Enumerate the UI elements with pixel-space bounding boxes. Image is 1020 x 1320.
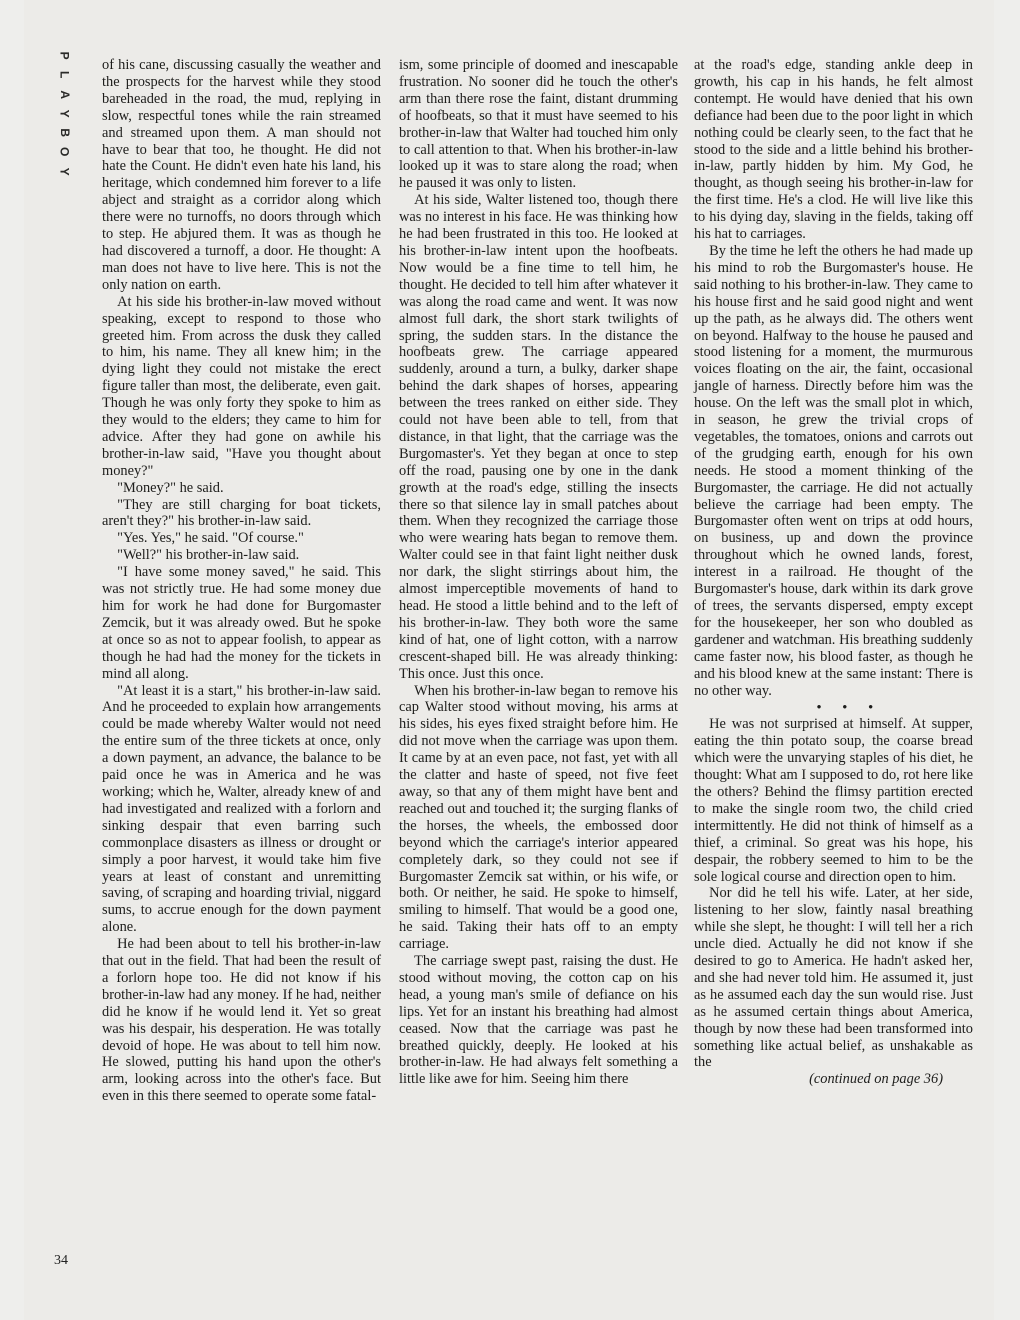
masthead-letter: O	[57, 147, 72, 157]
paragraph: at the road's edge, standing ankle deep in growth, his cap in his hands, he felt almost contempt. He would have denied that his own defiance had been due to the poor light in which nothing could be clearly seen, to the fact that he stood to the side and a little behind his brother-in-law, partly hidden by him. My God, he thought, as though seeing his brother-in-law for the first time. He's a clod. He will live like this to his dying day, slaving in the fields, taking off his hat to carriages.	[694, 57, 973, 243]
masthead-letter: B	[57, 128, 72, 138]
text-column-2	[399, 57, 678, 1088]
paragraph: "Yes. Yes," he said. "Of course."	[117, 530, 304, 547]
paragraph: He was not surprised at himself. At supper, eating the thin potato soup, the coarse bread which were the unvarying staples of his diet, he thought: What am I supposed to do, rot here like the others? Behind the flimsy partition erected to make the single room two, the child cried intermittently. He did not think of himself as a thief, a criminal. So great was his hope, his despair, the robbery seemed to him to be the sole logical course and direction open to him.	[694, 716, 973, 885]
masthead-letter: Y	[57, 167, 72, 176]
paragraph: When his brother-in-law began to remove his cap Walter stood without moving, his arms at his sides, his eyes fixed straight before him. He did not move when the carriage was upon them. It came by at an even pace, not fast, yet with all the clatter and haste of speed, not five feet away, so that any of them might have bent and reached out and touched it; the surging flanks of the horses, the wheels, the embossed door beyond which the carriage's interior appeared completely dark, so they could not see if Burgomaster Zemcik sat within, or his wife, or both. Or neither, he said. He spoke to himself, smiling to himself. That would be a good one, he said. Taking their hats off to an empty carriage.	[399, 682, 678, 953]
paragraph: At his side his brother-in-law moved without speaking, except to respond to those who greeted him. From across the dusk they called to him, his name. They all knew him; in the dying light they could not mistake the erect figure taller than most, the deliberate, even gait. Though he was only forty they spoke to him as they would to the elders; they came to him for advice. After they had gone on awhile his brother-in-law said, "Have you thought about money?"	[102, 293, 381, 479]
paragraph: "At least it is a start," his brother-in-law said. And he proceeded to explain how arrangements could be made whereby Walter would not need the entire sum of the three tickets at once, only a down payment, an advance, the balance to be paid once he was in America and he was working; which he, Walter, already knew of and had investigated and realized with a forlorn and sinking despair that even barring such commonplace disasters as illness or drought or simply a poor harvest, it would take him five years at least of constant and unremitting saving, of scraping and hoarding trivial, niggard sums, to accrue enough for the down payment alone.	[102, 682, 381, 936]
paragraph: ism, some principle of doomed and inescapable frustration. No sooner did he touch the other's arm than there rose the faint, distant drumming of hoofbeats, so that it must have seemed to his brother-in-law that Walter had touched him only to call attention to that. When his brother-in-law looked up it was to stare along the road; when he paused it was only to listen.	[399, 57, 678, 192]
paragraph: "Well?" his brother-in-law said.	[117, 547, 300, 564]
text-column-3	[694, 57, 973, 1088]
paragraph: "I have some money saved," he said. This was not strictly true. He had some money due him for work he had done for Burgomaster Zemcik, but it was already owed. But he spoke at once so as not to appear foolish, to appear as though he had had the money for the tickets in mind all along.	[102, 564, 381, 682]
text-column-1	[102, 57, 381, 1105]
section-break: • • •	[816, 699, 882, 715]
paragraph: of his cane, discussing casually the weather and the prospects for the harvest while they stood bareheaded in the road, the mud, replying in slow, respectful tones while the rain streamed and streamed upon them. A man should not have to bear that too, he thought. He did not hate the Count. He didn't even hate his land, his heritage, which condemned him forever to a life abject and straight as a corridor along which there were no turnoffs, no doors through which to step. He abjured them. It was as though he had discovered a turnoff, a door. He thought: A man does not have to live here. This is not the only nation on earth.	[102, 57, 381, 293]
magazine-page	[24, 0, 994, 1320]
masthead-letter: Y	[57, 109, 72, 118]
paragraph: Nor did he tell his wife. Later, at her side, listening to her slow, faintly nasal breathing while she slept, he thought: I will tell her a rich uncle died. Actually he did not know if she desired to go to America. He hadn't asked her, and she had never told him. He assumed it, just as he assumed each day the sun would rise. Just as he assumed certain things about America, though by now these had been transformed into something like actual belief, as unshakable as the	[694, 885, 973, 1071]
masthead-letter: P	[57, 51, 72, 60]
page-number: 34	[54, 1253, 68, 1268]
masthead-letter: L	[57, 71, 72, 79]
paragraph: "They are still charging for boat tickets, aren't they?" his brother-in-law said.	[102, 496, 381, 530]
paragraph: "Money?" he said.	[117, 479, 224, 496]
masthead-letter: A	[57, 89, 72, 99]
paragraph: He had been about to tell his brother-in-law that out in the field. That had been the result of a forlorn hope too. He did not know if his brother-in-law had any money. If he had, neither did he know if he would lend it. Yet so great was his despair, his desperation. He was totally devoid of hope. He was about to tell him now. He slowed, putting his hand upon the other's arm, looking across into the other's face. But even in this there seemed to operate some fatal-	[102, 936, 381, 1105]
continuation-note: (continued on page 36)	[809, 1071, 943, 1088]
paragraph: The carriage swept past, raising the dust. He stood without moving, the cotton cap on his head, a young man's smile of defiance on his lips. Yet for an instant his breathing had almost ceased. Now that the carriage was past he breathed quickly, deeply. He looked at his brother-in-law. He had always felt something a little like awe for him. Seeing him there	[399, 953, 678, 1088]
paragraph: By the time he left the others he had made up his mind to rob the Burgomaster's house. He said nothing to his brother-in-law. They came to his house first and he said good night and went up the path, as he always did. The others went on beyond. Halfway to the house he paused and stood listening for a moment, the murmurous voices floating on the air, the faint, occasional jangle of harness. Directly before him was the house. On the left was the small plot in which, in season, he grew the trivial crops of vegetables, the tomatoes, onions and carrots out of the grudging earth, enough for his own needs. He stood a moment thinking of the Burgomaster, the carriage. He did not actually believe the carriage had been empty. The Burgomaster often went on trips at odd hours, on business, up and down the province throughout which he owned lands, forest, interest in a railroad. He thought of the Burgomaster's house, dark within its dark grove of trees, the servants dispersed, empty except for the housekeeper, her son who doubled as gardener and watchman. His breathing suddenly came faster now, his blood faster, as though he and his blood knew at the same instant: There is no other way.	[694, 242, 973, 699]
paragraph: At his side, Walter listened too, though there was no interest in his face. He was thinking how he had been frustrated in this too. He looked at his brother-in-law intent upon the hoofbeats. Now would be a fine time to tell him, he thought. He decided to tell him after whatever it was along the road came and went. It was now almost full dark, the short stark twilights of spring, the sudden stars. In the distance the hoofbeats grew. The carriage appeared suddenly, around a turn, a bulky, darker shape behind the dark shapes of horses, appearing between the trees ranked on either side. They could not have been able to tell, from that distance, in that light, that the carriage was the Burgomaster's. Yet they began at once to step off the road, pausing one by one in the dank growth at the road's edge, stilling the insects there so that silence lay in small patches about them. When they recognized the carriage those who were wearing hats began to remove them. Walter could see in that faint light neither dusk nor dark, the slight stirrings about him, the almost imperceptible movements of hand to head. He stood a little behind and to the left of his brother-in-law. They both wore the same kind of hat, one of light cotton, with a narrow crescent-shaped bill. He was already thinking: This once. Just this once.	[399, 192, 678, 682]
vertical-masthead	[54, 46, 74, 181]
